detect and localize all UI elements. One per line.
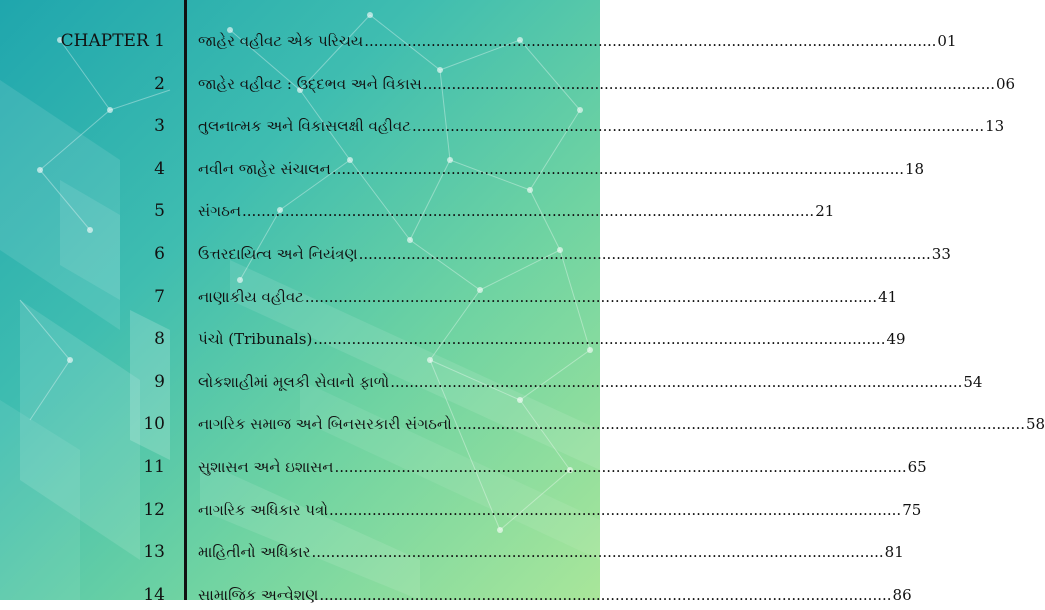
dot-leader: ........................................................................................................................ — [422, 74, 996, 93]
page-number: 06 — [996, 74, 1016, 93]
chapter-title: તુલનાત્મક અને વિકાસલક્ષી વહીવટ — [198, 117, 411, 136]
dot-leader: ........................................................................................................................ — [411, 117, 985, 136]
dot-leader: ........................................................................................................................ — [329, 500, 902, 519]
chapter-number — [143, 537, 165, 567]
page-number: 81 — [884, 543, 904, 562]
toc-row[interactable] — [0, 367, 983, 397]
chapter-number — [154, 239, 165, 269]
toc-row[interactable] — [0, 452, 927, 482]
toc-entry — [198, 367, 983, 397]
dot-leader: ........................................................................................................................ — [304, 287, 878, 306]
chapter-number-value: 14 — [143, 584, 165, 605]
chapter-number — [154, 154, 165, 184]
toc-row[interactable] — [0, 580, 912, 610]
toc-entry — [198, 154, 925, 184]
chapter-number-value: 9 — [154, 371, 165, 392]
chapter-number — [143, 409, 165, 439]
page-number: 54 — [963, 372, 983, 391]
toc-entry — [198, 26, 957, 56]
chapter-number-value: 3 — [154, 116, 165, 137]
page-number: 65 — [907, 458, 927, 476]
chapter-title: લોકશાહીમાં મૂલકી સેવાનો ફાળો — [198, 372, 390, 391]
page-number: 21 — [815, 202, 835, 221]
chapter-number — [143, 452, 165, 482]
page-number: 41 — [878, 287, 898, 306]
toc-row[interactable] — [0, 239, 951, 269]
chapter-number — [154, 282, 165, 312]
chapter-number-value: 13 — [143, 542, 165, 563]
chapter-number — [154, 196, 165, 226]
chapter-number-value: 10 — [143, 414, 165, 435]
chapter-title: પંચો (Tribunals) — [198, 330, 313, 349]
dot-leader: ........................................................................................................................ — [313, 330, 886, 349]
chapter-title: સામાજિક અન્વેશણ — [198, 585, 319, 604]
toc-entry — [198, 537, 904, 567]
chapter-number — [154, 111, 165, 141]
page-number: 86 — [892, 585, 912, 604]
page-number: 01 — [937, 32, 957, 50]
page-number: 49 — [886, 330, 906, 349]
chapter-number — [154, 324, 165, 354]
toc-entry — [198, 452, 927, 482]
chapter-number-value: 11 — [143, 457, 165, 477]
chapter-title: નાગરિક અધિકાર પત્રો — [198, 500, 329, 519]
toc-entry — [198, 196, 835, 226]
chapter-title: સંગઠન — [198, 202, 242, 221]
chapter-number — [143, 580, 165, 610]
chapter-number — [154, 367, 165, 397]
chapter-number-value: 1 — [154, 31, 165, 51]
dot-leader: ........................................................................................................................ — [311, 543, 884, 562]
toc-entry — [198, 495, 922, 525]
chapter-title: સુશાસન અને ઇશાસન — [198, 458, 334, 476]
toc-row[interactable] — [0, 537, 904, 567]
toc-row[interactable] — [0, 324, 906, 354]
toc-row[interactable] — [0, 26, 957, 56]
dot-leader: ........................................................................................................................ — [364, 32, 937, 50]
dot-leader: ........................................................................................................................ — [319, 585, 892, 604]
chapter-title: નાગરિક સમાજ અને બિનસરકારી સંગઠનો — [198, 415, 452, 434]
toc-entry — [198, 69, 1016, 99]
toc-entry — [198, 282, 898, 312]
chapter-number — [143, 495, 165, 525]
chapter-number-value: 8 — [154, 329, 165, 350]
page-number: 33 — [931, 245, 951, 263]
chapter-number-value: 12 — [143, 499, 165, 520]
toc-entry — [198, 324, 906, 354]
toc-row[interactable] — [0, 282, 898, 312]
toc-row[interactable] — [0, 495, 922, 525]
page-number: 18 — [905, 159, 925, 178]
page-number: 58 — [1025, 415, 1045, 434]
chapter-title: જાહેર વહીવટ : ઉદ્દભવ અને વિકાસ — [198, 74, 422, 93]
toc-row[interactable] — [0, 409, 1045, 439]
toc-entry — [198, 409, 1045, 439]
toc-row[interactable] — [0, 196, 835, 226]
page-number: 13 — [985, 117, 1005, 136]
dot-leader: ........................................................................................................................ — [452, 415, 1025, 434]
dot-leader: ........................................................................................................................ — [334, 458, 907, 476]
chapter-title: ઉત્તરદાયિત્વ અને નિયંત્રણ — [198, 245, 358, 263]
chapter-number — [154, 69, 165, 99]
chapter-number-value: 7 — [154, 286, 165, 307]
page-number: 75 — [902, 500, 922, 519]
chapter-number-value: 2 — [154, 73, 165, 94]
chapter-number-value: 6 — [154, 244, 165, 264]
chapter-label: CHAPTER — [60, 31, 149, 51]
chapter-number-value: 4 — [154, 158, 165, 179]
chapter-title: માહિતીનો અધિકાર — [198, 543, 311, 562]
toc-row[interactable] — [0, 154, 925, 184]
chapter-title: જાહેર વહીવટ એક પરિચય — [198, 32, 364, 50]
chapter-number — [61, 26, 165, 56]
dot-leader: ........................................................................................................................ — [331, 159, 904, 178]
dot-leader: ........................................................................................................................ — [242, 202, 815, 221]
toc-entry — [198, 580, 912, 610]
toc-row[interactable] — [0, 69, 1016, 99]
dot-leader: ........................................................................................................................ — [390, 372, 963, 391]
dot-leader: ........................................................................................................................ — [358, 245, 931, 263]
toc-row[interactable] — [0, 111, 1005, 141]
chapter-number-value: 5 — [154, 201, 165, 222]
toc-entry — [198, 239, 951, 269]
chapter-title: નવીન જાહેર સંચાલન — [198, 159, 331, 178]
toc-entry — [198, 111, 1005, 141]
chapter-title: નાણાકીય વહીવટ — [198, 287, 304, 306]
